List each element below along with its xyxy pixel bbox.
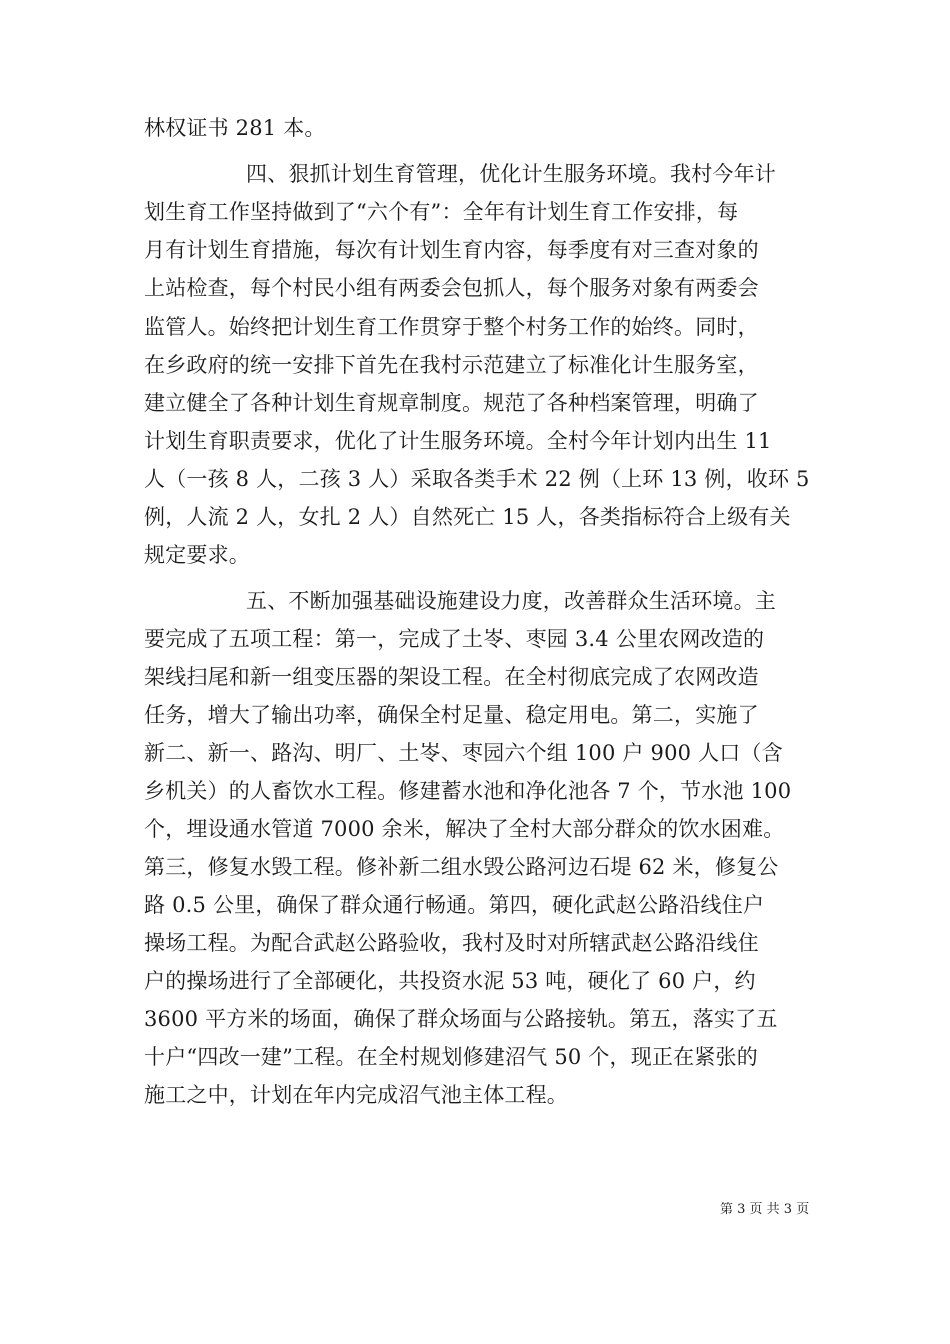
text-line: 3600 平方米的场面，确保了群众场面与公路接轨。第五，落实了五 [144,1007,778,1031]
paragraph-heading-line: 五、不断加强基础设施建设力度，改善群众生活环境。主 [246,589,776,613]
text-line: 规定要求。 [144,543,250,567]
text-line: 例，人流 2 人，女扎 2 人）自然死亡 15 人，各类指标符合上级有关 [144,505,791,529]
text-line: 在乡政府的统一安排下首先在我村示范建立了标准化计生服务室， [144,353,759,377]
text-line: 十户“四改一建”工程。在全村规划修建沼气 50 个，现正在紧张的 [144,1045,758,1069]
page-number-footer: 第 3 页 共 3 页 [720,1202,810,1217]
text-line: 划生育工作坚持做到了“六个有”：全年有计划生育工作安排，每 [144,200,739,224]
text-line: 人（一孩 8 人，二孩 3 人）采取各类手术 22 例（上环 13 例，收环 5 [144,467,810,491]
text-line: 路 0.5 公里，确保了群众通行畅通。第四，硬化武赵公路沿线住户 [144,893,765,917]
text-line: 要完成了五项工程：第一，完成了土岺、枣园 3.4 公里农网改造的 [144,627,765,651]
text-line: 乡机关）的人畜饮水工程。修建蓄水池和净化池各 7 个，节水池 100 [144,779,792,803]
text-line: 月有计划生育措施，每次有计划生育内容，每季度有对三查对象的 [144,238,759,262]
text-line: 林权证书 281 本。 [144,116,326,140]
text-line: 操场工程。为配合武赵公路验收，我村及时对所辖武赵公路沿线住 [144,931,759,955]
text-line: 第三，修复水毁工程。修补新二组水毁公路河边石堤 62 米，修复公 [144,855,779,879]
paragraph-heading-line: 四、狠抓计划生育管理，优化计生服务环境。我村今年计 [246,162,776,186]
text-line: 任务，增大了输出功率，确保全村足量、稳定用电。第二，实施了 [144,703,759,727]
text-line: 建立健全了各种计划生育规章制度。规范了各种档案管理，明确了 [144,391,759,415]
text-line: 计划生育职责要求，优化了计生服务环境。全村今年计划内出生 11 [144,429,772,453]
text-line: 新二、新一、路沟、明厂、土岺、枣园六个组 100 户 900 人口（含 [144,741,783,765]
text-line: 个，埋设通水管道 7000 余米，解决了全村大部分群众的饮水困难。 [144,817,785,841]
text-line: 架线扫尾和新一组变压器的架设工程。在全村彻底完成了农网改造 [144,665,759,689]
text-line: 上站检查，每个村民小组有两委会包抓人，每个服务对象有两委会 [144,276,759,300]
text-line: 监管人。始终把计划生育工作贯穿于整个村务工作的始终。同时， [144,315,759,339]
text-line: 户的操场进行了全部硬化，共投资水泥 53 吨，硬化了 60 户，约 [144,969,756,993]
text-line: 施工之中，计划在年内完成沼气池主体工程。 [144,1083,568,1107]
